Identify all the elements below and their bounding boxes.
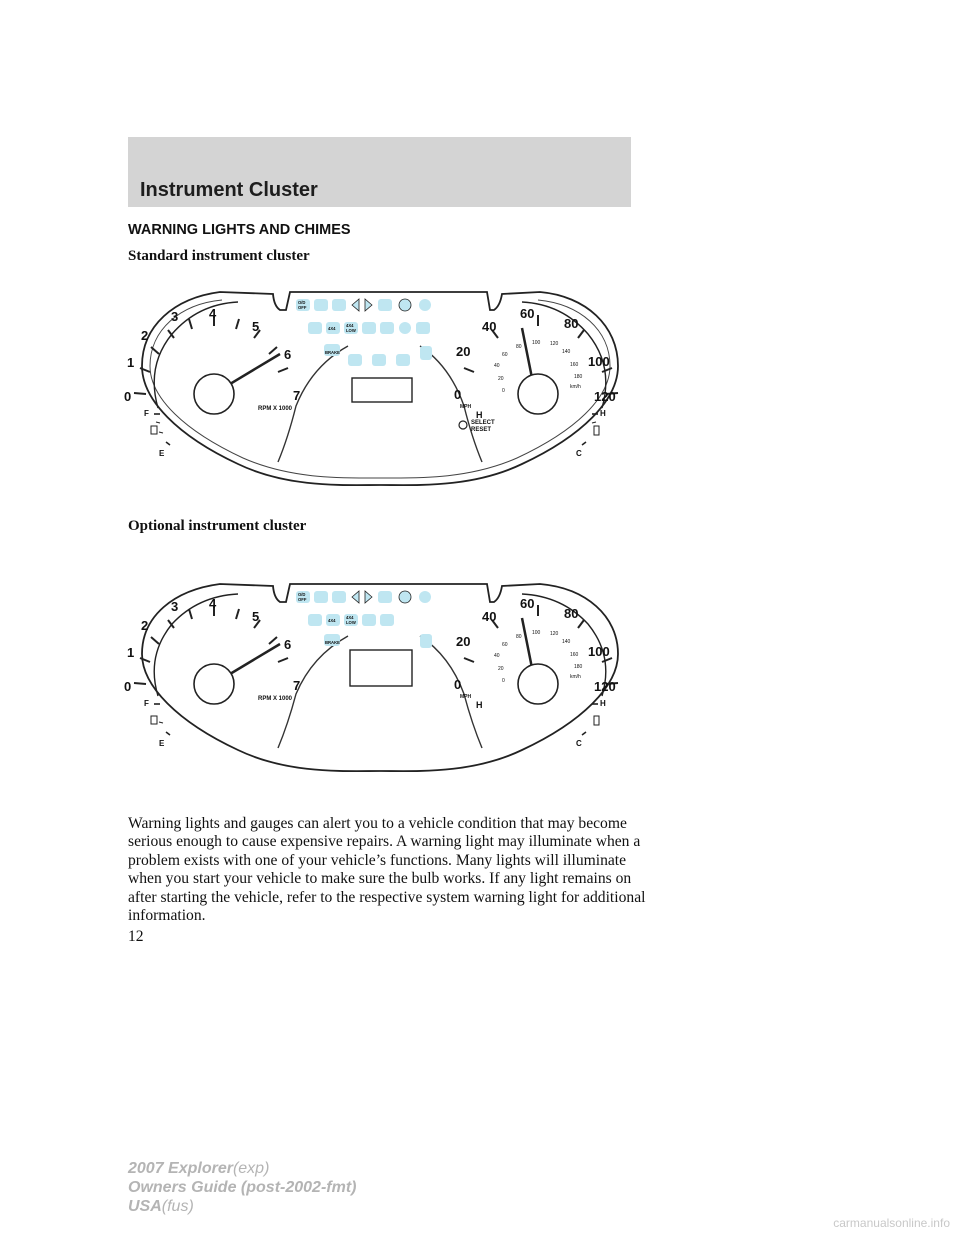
airbag-icon [308, 614, 322, 626]
tach-label-5: 5 [252, 609, 260, 624]
mph-label-120: 120 [594, 389, 616, 404]
fuel-empty-label: E [159, 739, 165, 748]
kmh-unit: km/h [570, 384, 581, 390]
kmh-label-120: 120 [550, 631, 559, 637]
4x4-low-text-2: LOW [346, 620, 356, 625]
tach-label-1: 1 [127, 355, 135, 370]
check-engine-icon [332, 591, 346, 603]
select-reset-button [459, 421, 467, 429]
turn-right-icon [365, 591, 372, 603]
coolant-temp-icon [594, 716, 599, 725]
tach-unit: RPM X 1000 [258, 696, 293, 702]
footer-line1-tag: (exp) [232, 1160, 270, 1177]
tachometer [124, 596, 300, 748]
footer-line3-tag: (fus) [161, 1198, 194, 1215]
abs-icon [399, 591, 411, 603]
kmh-label-40: 40 [494, 653, 500, 659]
child-seat-icon [380, 614, 394, 626]
section-title: Instrument Cluster [140, 179, 318, 201]
child-seat-icon [380, 322, 394, 334]
fuel-full-label: F [144, 409, 149, 418]
tach-label-4: 4 [209, 596, 217, 611]
kmh-label-180: 180 [574, 374, 583, 380]
speed-needle [522, 328, 532, 378]
message-center-display [350, 650, 412, 686]
check-engine-icon [332, 299, 346, 311]
seatbelt-icon [378, 299, 392, 311]
door-ajar-icon [420, 346, 432, 360]
temp-cold-label: C [576, 739, 582, 748]
mph-label-20: 20 [456, 344, 471, 359]
temp-cold-label: C [576, 449, 582, 458]
body-paragraph: Warning lights and gauges can alert you to a vehicle condition that may become serious enough to cause expensive repairs. A warning light may illuminate when a problem exists with one of your vehicle’s functions. Many lights will illuminate when you start your vehicle to make sure the bulb works. If any light remains on after starting the vehicle, refer to the respective system warning light for additional information. [128, 815, 646, 925]
fuel-full-label: F [144, 699, 149, 708]
kmh-label-0: 0 [502, 678, 505, 684]
door-ajar-icon [420, 634, 432, 648]
mph-label-100: 100 [588, 354, 610, 369]
kmh-label-160: 160 [570, 652, 579, 658]
mph-label-80: 80 [564, 316, 579, 331]
mph-label-0: 0 [454, 677, 462, 692]
od-off-text-2: OFF [298, 305, 307, 310]
turn-left-icon [352, 299, 359, 311]
tach-needle [230, 644, 280, 674]
standard-instrument-cluster [124, 286, 632, 492]
kmh-label-180: 180 [574, 664, 583, 670]
od-off-text-1: O/D [298, 592, 306, 597]
tach-label-6: 6 [284, 637, 292, 652]
warning-indicators [296, 299, 432, 366]
mph-label-40: 40 [482, 609, 497, 624]
tach-needle [230, 354, 280, 384]
tach-hub [194, 664, 234, 704]
kmh-label-0: 0 [502, 388, 505, 394]
4x4-low-text-2: LOW [346, 328, 356, 333]
fuel-pump-icon [151, 716, 157, 724]
oil-can-icon [314, 591, 328, 603]
kmh-label-80: 80 [516, 634, 522, 640]
mph-label-0: 0 [454, 387, 462, 402]
tach-label-4: 4 [209, 306, 217, 321]
4x4-text: 4X4 [328, 326, 336, 331]
kmh-label-140: 140 [562, 639, 571, 645]
tach-label-3: 3 [171, 309, 179, 324]
tach-label-2: 2 [141, 618, 149, 633]
kmh-label-80: 80 [516, 344, 522, 350]
tach-label-2: 2 [141, 328, 149, 343]
speed-control-icon [419, 591, 431, 603]
airbag-icon [308, 322, 322, 334]
kmh-label-20: 20 [498, 376, 504, 382]
document-footer [128, 1159, 356, 1216]
battery-icon [396, 354, 410, 366]
kmh-label-60: 60 [502, 642, 508, 648]
speedometer [454, 306, 618, 458]
watermark: carmanualsonline.info [833, 1216, 950, 1230]
footer-line1: 2007 Explorer [128, 1160, 233, 1177]
kmh-label-140: 140 [562, 349, 571, 355]
kmh-label-20: 20 [498, 666, 504, 672]
kmh-label-100: 100 [532, 340, 541, 346]
coolant-icon [372, 354, 386, 366]
tach-hub [194, 374, 234, 414]
standard-cluster-label: Standard instrument cluster [128, 248, 310, 264]
tach-label-5: 5 [252, 319, 260, 334]
high-beam-h-label: H [476, 410, 483, 420]
abs-icon [399, 299, 411, 311]
high-beam-h-label: H [476, 700, 483, 710]
page-number: 12 [128, 928, 144, 945]
mph-label-100: 100 [588, 644, 610, 659]
fuel-empty-label: E [159, 449, 165, 458]
optional-instrument-cluster [124, 578, 632, 778]
tach-label-0: 0 [124, 389, 132, 404]
tach-label-6: 6 [284, 347, 292, 362]
reset-label: RESET [471, 427, 492, 433]
kmh-label-40: 40 [494, 363, 500, 369]
4x4-low-text-1: 4X4 [346, 323, 354, 328]
mph-label-80: 80 [564, 606, 579, 621]
high-beam-icon [362, 322, 376, 334]
4x4-text: 4X4 [328, 618, 336, 623]
tach-unit: RPM X 1000 [258, 406, 293, 412]
kmh-unit: km/h [570, 674, 581, 680]
message-center-display [352, 378, 412, 402]
kmh-label-100: 100 [532, 630, 541, 636]
tach-label-7: 7 [293, 678, 301, 693]
footer-line2: Owners Guide (post-2002-fmt) [128, 1179, 357, 1196]
footer-line3: USA [128, 1198, 162, 1215]
od-off-text-1: O/D [298, 300, 306, 305]
tachometer [124, 306, 300, 458]
kmh-label-120: 120 [550, 341, 559, 347]
section-header-band [128, 137, 631, 207]
tach-label-3: 3 [171, 599, 179, 614]
mph-label-60: 60 [520, 596, 535, 611]
coolant-temp-icon [594, 426, 599, 435]
seatbelt-icon [378, 591, 392, 603]
warning-indicators [296, 591, 432, 648]
mph-label-120: 120 [594, 679, 616, 694]
turn-right-icon [365, 299, 372, 311]
temp-hot-label: H [600, 409, 606, 418]
high-beam-icon [362, 614, 376, 626]
optional-cluster-label: Optional instrument cluster [128, 518, 307, 534]
kmh-label-60: 60 [502, 352, 508, 358]
tach-label-7: 7 [293, 388, 301, 403]
mph-unit: MPH [460, 694, 472, 700]
brake-text: BRAKE [325, 640, 340, 645]
mph-label-40: 40 [482, 319, 497, 334]
kmh-label-160: 160 [570, 362, 579, 368]
turn-left-icon [352, 591, 359, 603]
mph-label-60: 60 [520, 306, 535, 321]
speedometer [454, 596, 618, 748]
wrench-icon [348, 354, 362, 366]
tire-pressure-icon [399, 322, 411, 334]
mph-unit: MPH [460, 404, 472, 410]
speed-hub [518, 664, 558, 704]
tach-label-0: 0 [124, 679, 132, 694]
tach-label-1: 1 [127, 645, 135, 660]
temp-hot-label: H [600, 699, 606, 708]
4x4-low-text-1: 4X4 [346, 615, 354, 620]
traction-control-icon [416, 322, 430, 334]
speed-control-icon [419, 299, 431, 311]
fuel-pump-icon [151, 426, 157, 434]
select-label: SELECT [471, 420, 495, 426]
speed-hub [518, 374, 558, 414]
oil-can-icon [314, 299, 328, 311]
speed-needle [522, 618, 532, 668]
od-off-text-2: OFF [298, 597, 307, 602]
brake-text: BRAKE [325, 350, 340, 355]
page-heading: WARNING LIGHTS AND CHIMES [128, 222, 351, 238]
mph-label-20: 20 [456, 634, 471, 649]
